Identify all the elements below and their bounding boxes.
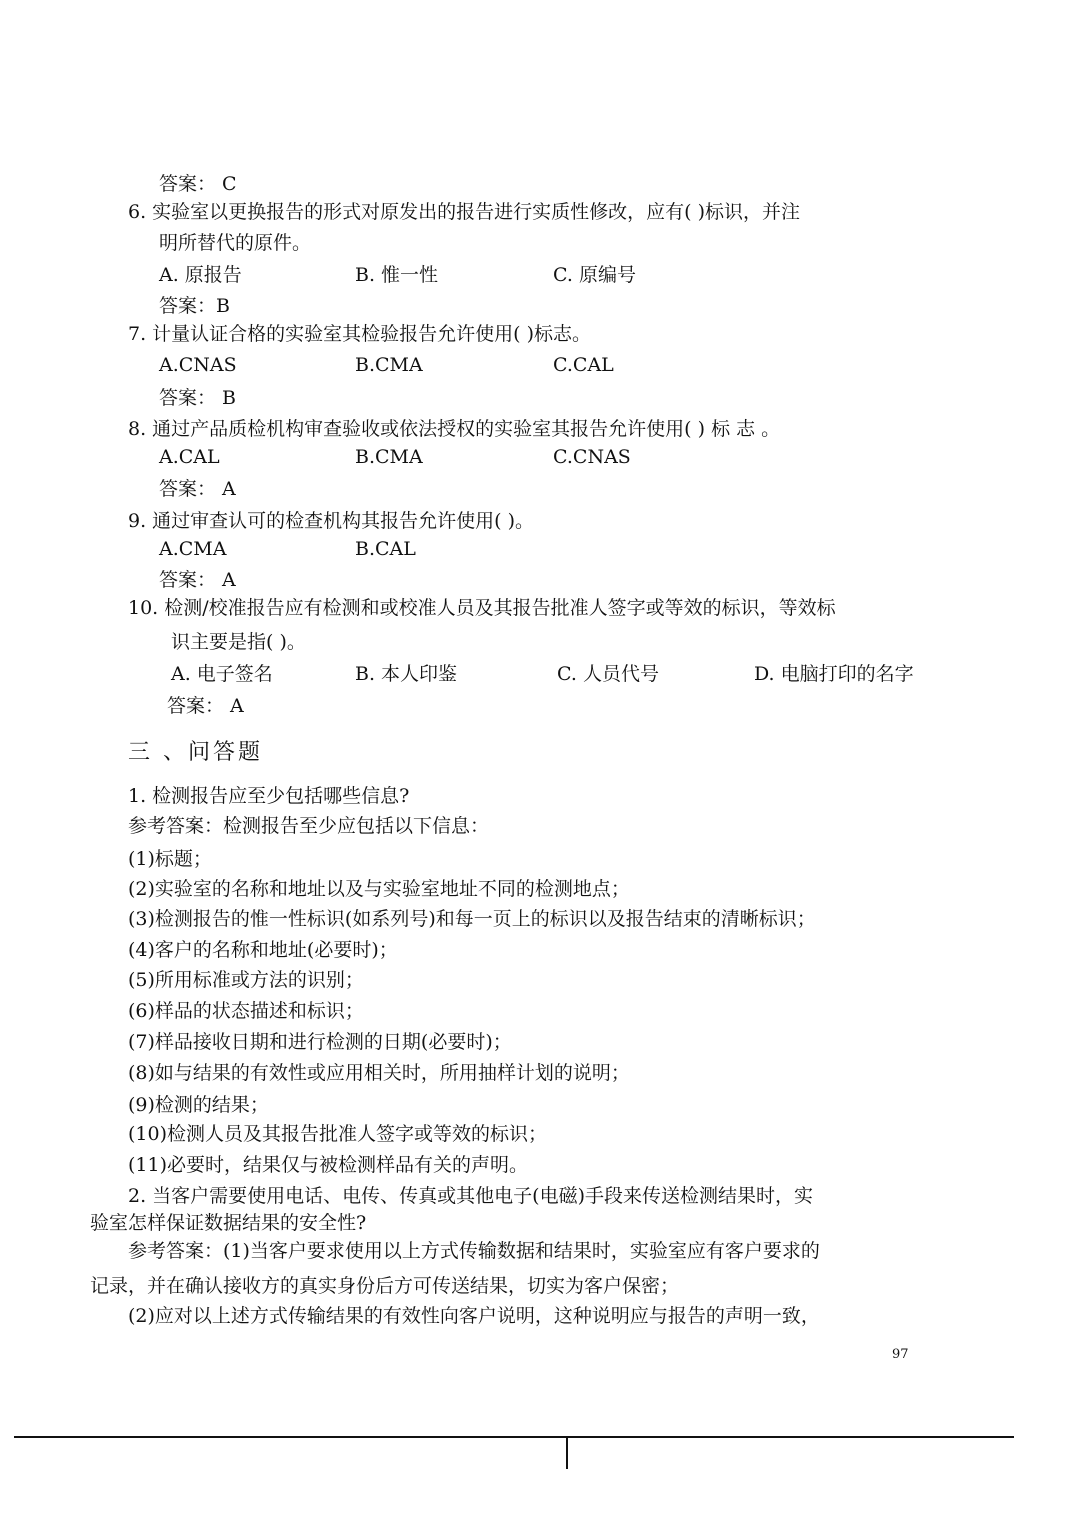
qa-answer-1-item: (9)检测的结果； (128, 1094, 269, 1116)
q10-option-a: A. 电子签名 (171, 663, 273, 685)
qa-answer-1-item: (4)客户的名称和地址(必要时)； (128, 939, 398, 961)
qa-answer-1-item: (1)标题； (128, 848, 212, 870)
answer-q10: 答案： A (167, 695, 244, 717)
q9-option-b: B.CAL (355, 538, 416, 560)
answer-q9: 答案： A (159, 569, 236, 591)
q7-option-c: C.CAL (553, 354, 614, 376)
qa-answer-1-item: (7)样品接收日期和进行检测的日期(必要时)； (128, 1031, 512, 1053)
qa-answer-1-item: (3)检测报告的惟一性标识(如系列号)和每一页上的标识以及报告结束的清晰标识； (128, 908, 816, 930)
answer-q8: 答案： A (159, 478, 236, 500)
qa-answer-2-line3: (2)应对以上述方式传输结果的有效性向客户说明，这种说明应与报告的声明一致， (128, 1305, 820, 1327)
qa-answer-1-item: (10)检测人员及其报告批准人签字或等效的标识； (128, 1123, 548, 1145)
question-10-line1: 10. 检测/校准报告应有检测和或校准人员及其报告批准人签字或等效的标识，等效标 (128, 597, 836, 619)
q7-option-a: A.CNAS (159, 354, 237, 376)
qa-answer-1-item: (11)必要时，结果仅与被检测样品有关的声明。 (128, 1154, 529, 1176)
qa-question-2-line2: 验室怎样保证数据结果的安全性? (90, 1212, 367, 1234)
qa-question-1: 1. 检测报告应至少包括哪些信息? (128, 785, 410, 807)
qa-answer-2-line2: 记录，并在确认接收方的真实身份后方可传送结果，切实为客户保密； (90, 1275, 680, 1297)
q10-option-b: B. 本人印鉴 (355, 663, 458, 685)
question-8: 8. 通过产品质检机构审查验收或依法授权的实验室其报告允许使用( ) 标 志 。 (128, 418, 781, 440)
qa-answer-1-item: (2)实验室的名称和地址以及与实验室地址不同的检测地点； (128, 878, 630, 900)
section-title-qa: 三 、问答题 (128, 740, 263, 765)
qa-question-2-line1: 2. 当客户需要使用电话、电传、传真或其他电子(电磁)手段来传送检测结果时，实 (128, 1185, 813, 1207)
q6-option-a: A. 原报告 (159, 264, 242, 286)
answer-q5: 答案： C (159, 173, 237, 195)
q10-option-c: C. 人员代号 (557, 663, 659, 685)
page-number: 97 (892, 1347, 909, 1362)
q6-option-b: B. 惟一性 (355, 264, 439, 286)
q7-option-b: B.CMA (355, 354, 423, 376)
q6-option-c: C. 原编号 (553, 264, 636, 286)
qa-answer-1-intro: 参考答案：检测报告至少应包括以下信息： (128, 815, 490, 837)
footer-rule (14, 1436, 1014, 1438)
qa-answer-1-item: (5)所用标准或方法的识别； (128, 969, 364, 991)
answer-q7: 答案： B (159, 387, 237, 409)
answer-q6: 答案：B (159, 295, 230, 317)
q9-option-a: A.CMA (159, 538, 227, 560)
q8-option-b: B.CMA (355, 446, 423, 468)
question-6-line1: 6. 实验室以更换报告的形式对原发出的报告进行实质性修改，应有( )标识，并注 (128, 201, 801, 223)
q8-option-a: A.CAL (159, 446, 220, 468)
question-6-line2: 明所替代的原件。 (159, 232, 312, 254)
qa-answer-1-item: (6)样品的状态描述和标识； (128, 1000, 364, 1022)
question-7: 7. 计量认证合格的实验室其检验报告允许使用( )标志。 (128, 323, 592, 345)
q10-option-d: D. 电脑打印的名字 (754, 663, 914, 685)
qa-answer-1-item: (8)如与结果的有效性或应用相关时，所用抽样计划的说明； (128, 1062, 630, 1084)
qa-answer-2-line1: 参考答案：(1)当客户要求使用以上方式传输数据和结果时，实验室应有客户要求的 (128, 1240, 820, 1262)
q8-option-c: C.CNAS (553, 446, 631, 468)
question-10-line2: 识主要是指( )。 (171, 631, 306, 653)
footer-center-tick (566, 1436, 568, 1469)
question-9: 9. 通过审查认可的检查机构其报告允许使用( )。 (128, 510, 535, 532)
